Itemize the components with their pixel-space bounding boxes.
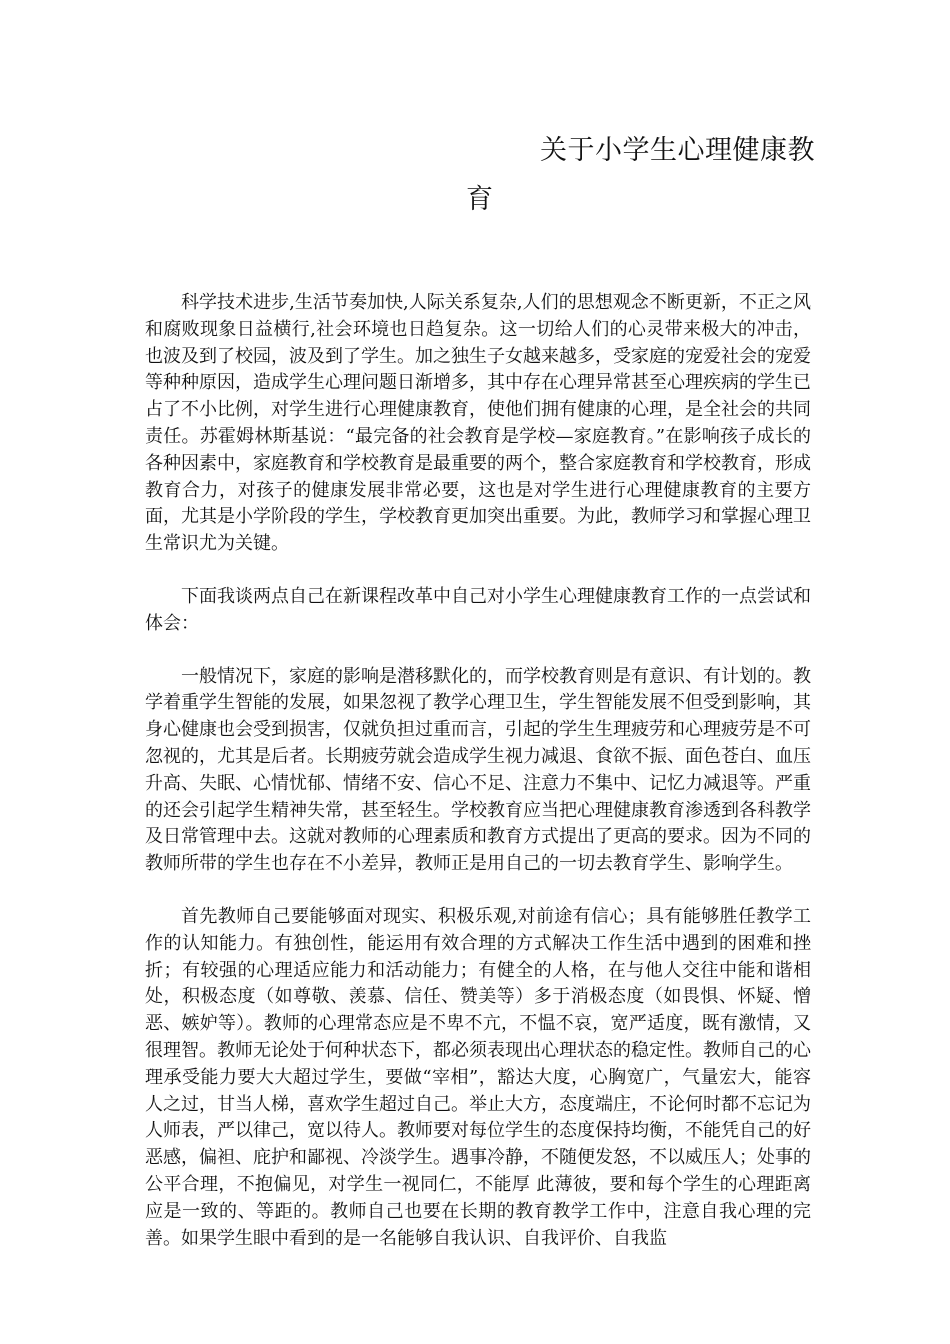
document-title-continuation: 育 <box>466 184 493 215</box>
paragraph-school-influence: 一般情况下，家庭的影响是潜移默化的，而学校教育则是有意识、有计划的。教学着重学生智能的发展，如果忽视了教学心理卫生，学生智能发展不但受到影响，其身心健康也会受到损害，仅就负担过重而言，引起的学生生理疲劳和心理疲劳是不可忽视的，尤其是后者。长期疲劳就会造成学生视力减退、食欲不振、面色苍白、血压升高、失眠、心情忧郁、情绪不安、信心不足、注意力不集中、记忆力减退等。严重的还会引起学生精神失常，甚至轻生。学校教育应当把心理健康教育渗透到各科教学及日常管理中去。这就对教师的心理素质和教育方式提出了更高的要求。因为不同的教师所带的学生也存在不小差异，教师正是用自己的一切去教育学生、影响学生。 <box>145 665 811 875</box>
document-body <box>145 290 811 1278</box>
paragraph-transition: 下面我谈两点自己在新课程改革中自己对小学生心理健康教育工作的一点尝试和体会： <box>145 585 811 634</box>
document-title: 关于小学生心理健康教 <box>540 135 815 166</box>
paragraph-teacher-qualities: 首先教师自己要能够面对现实、积极乐观,对前途有信心；具有能够胜任教学工作的认知能力。有独创性，能运用有效合理的方式解决工作生活中遇到的困难和挫折；有较强的心理适应能力和活动能力；有健全的人格，在与他人交往中能和谐相处，积极态度（如尊敬、羡慕、信任、赞美等）多于消极态度（如畏惧、怀疑、憎恶、嫉妒等）。教师的心理常态应是不卑不亢，不愠不哀，宽严适度，既有激情，又很理智。教师无论处于何种状态下，都必须表现出心理状态的稳定性。教师自己的心理承受能力要大大超过学生，要做“宰相”，豁达大度，心胸宽广，气量宏大，能容人之过，甘当人梯，喜欢学生超过自己。举止大方，态度端庄，不论何时都不忘记为人师表，严以律己，宽以待人。教师要对每位学生的态度保持均衡，不能凭自己的好恶感，偏袒、庇护和鄙视、冷淡学生。遇事冷静，不随便发怒，不以威压人；处事的公平合理，不抱偏见，对学生一视同仁，不能厚 此薄彼，要和每个学生的心理距离应是一致的、等距的。教师自己也要在长期的教育教学工作中，注意自我心理的完善。如果学生眼中看到的是一名能够自我认识、自我评价、自我监 <box>145 905 811 1249</box>
paragraph-intro: 科学技术进步,生活节奏加快,人际关系复杂,人们的思想观念不断更新，不正之风和腐败现象日益横行,社会环境也日趋复杂。这一切给人们的心灵带来极大的冲击，也波及到了校园，波及到了学生。加之独生子女越来越多，受家庭的宠爱社会的宠爱等种种原因，造成学生心理问题日渐增多，其中存在心理异常甚至心理疾病的学生已占了不小比例，对学生进行心理健康教育，使他们拥有健康的心理，是全社会的共同责任。苏霍姆林斯基说：“最完备的社会教育是学校—家庭教育。”在影响孩子成长的各种因素中，家庭教育和学校教育是最重要的两个，整合家庭教育和学校教育，形成教育合力，对孩子的健康发展非常必要，这也是对学生进行心理健康教育的主要方面，尤其是小学阶段的学生，学校教育更加突出重要。为此，教师学习和掌握心理卫生常识尤为关键。 <box>145 292 811 555</box>
